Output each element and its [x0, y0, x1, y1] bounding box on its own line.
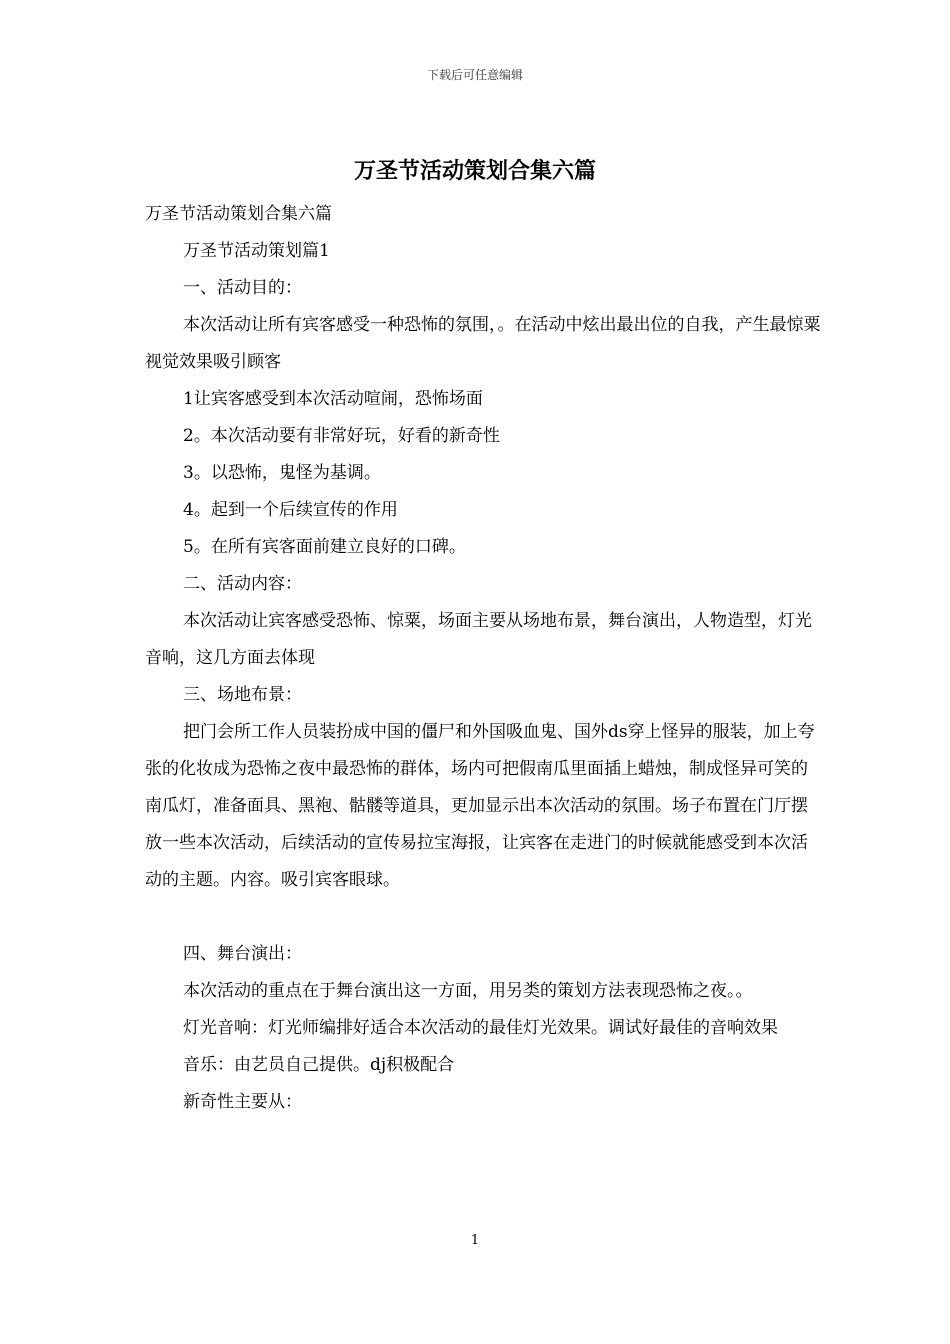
blank-line — [145, 899, 821, 936]
paragraph-music: 音乐：由艺员自己提供。dj积极配合 — [183, 1055, 455, 1075]
section-heading-part1: 万圣节活动策划篇1 — [183, 241, 330, 261]
heading-purpose: 一、活动目的： — [183, 278, 302, 298]
document-body — [145, 196, 821, 1121]
page-number: 1 — [470, 1233, 480, 1248]
paragraph-purpose: 本次活动让所有宾客感受一种恐怖的氛围，。在活动中炫出最出位的自我，产生最惊粟视觉效果吸引顾客 — [145, 315, 821, 372]
list-item-2: 2。本次活动要有非常好玩，好看的新奇性 — [183, 426, 500, 446]
list-item-5: 5。在所有宾客面前建立良好的口碑。 — [183, 537, 466, 557]
heading-venue: 三、场地布景： — [183, 685, 302, 705]
list-item-1: 1让宾客感受到本次活动喧闹，恐怖场面 — [183, 389, 483, 409]
list-item-3: 3。以恐怖，鬼怪为基调。 — [183, 463, 381, 483]
header-note: 下载后可任意编辑 — [426, 68, 523, 82]
page-title: 万圣节活动策划合集六篇 — [353, 158, 596, 184]
paragraph-venue: 把门会所工作人员装扮成中国的僵尸和外国吸血鬼、国外ds穿上怪异的服装，加上夸张的化妆成为恐怖之夜中最恐怖的群体，场内可把假南瓜里面插上蜡烛，制成怪异可笑的南瓜灯，准备面具、黑袍、骷髅等道具，更加显示出本次活动的氛围。场子布置在门厅摆放一些本次活动，后续活动的宣传易拉宝海报，让宾客在走进门的时候就能感受到本次活动的主题。内容。吸引宾客眼球。 — [145, 722, 815, 890]
list-item-4: 4。起到一个后续宣传的作用 — [183, 500, 398, 520]
paragraph-content: 本次活动让宾客感受恐怖、惊粟，场面主要从场地布景，舞台演出，人物造型，灯光音响，这几方面去体现 — [145, 611, 812, 668]
paragraph-novelty: 新奇性主要从： — [183, 1092, 302, 1112]
doc-subtitle: 万圣节活动策划合集六篇 — [145, 204, 332, 224]
paragraph-lighting: 灯光音响：灯光师编排好适合本次活动的最佳灯光效果。调试好最佳的音响效果 — [183, 1018, 778, 1038]
paragraph-stage: 本次活动的重点在于舞台演出这一方面，用另类的策划方法表现恐怖之夜。。 — [183, 981, 753, 1001]
heading-content: 二、活动内容： — [183, 574, 302, 594]
heading-stage: 四、舞台演出： — [183, 944, 302, 964]
